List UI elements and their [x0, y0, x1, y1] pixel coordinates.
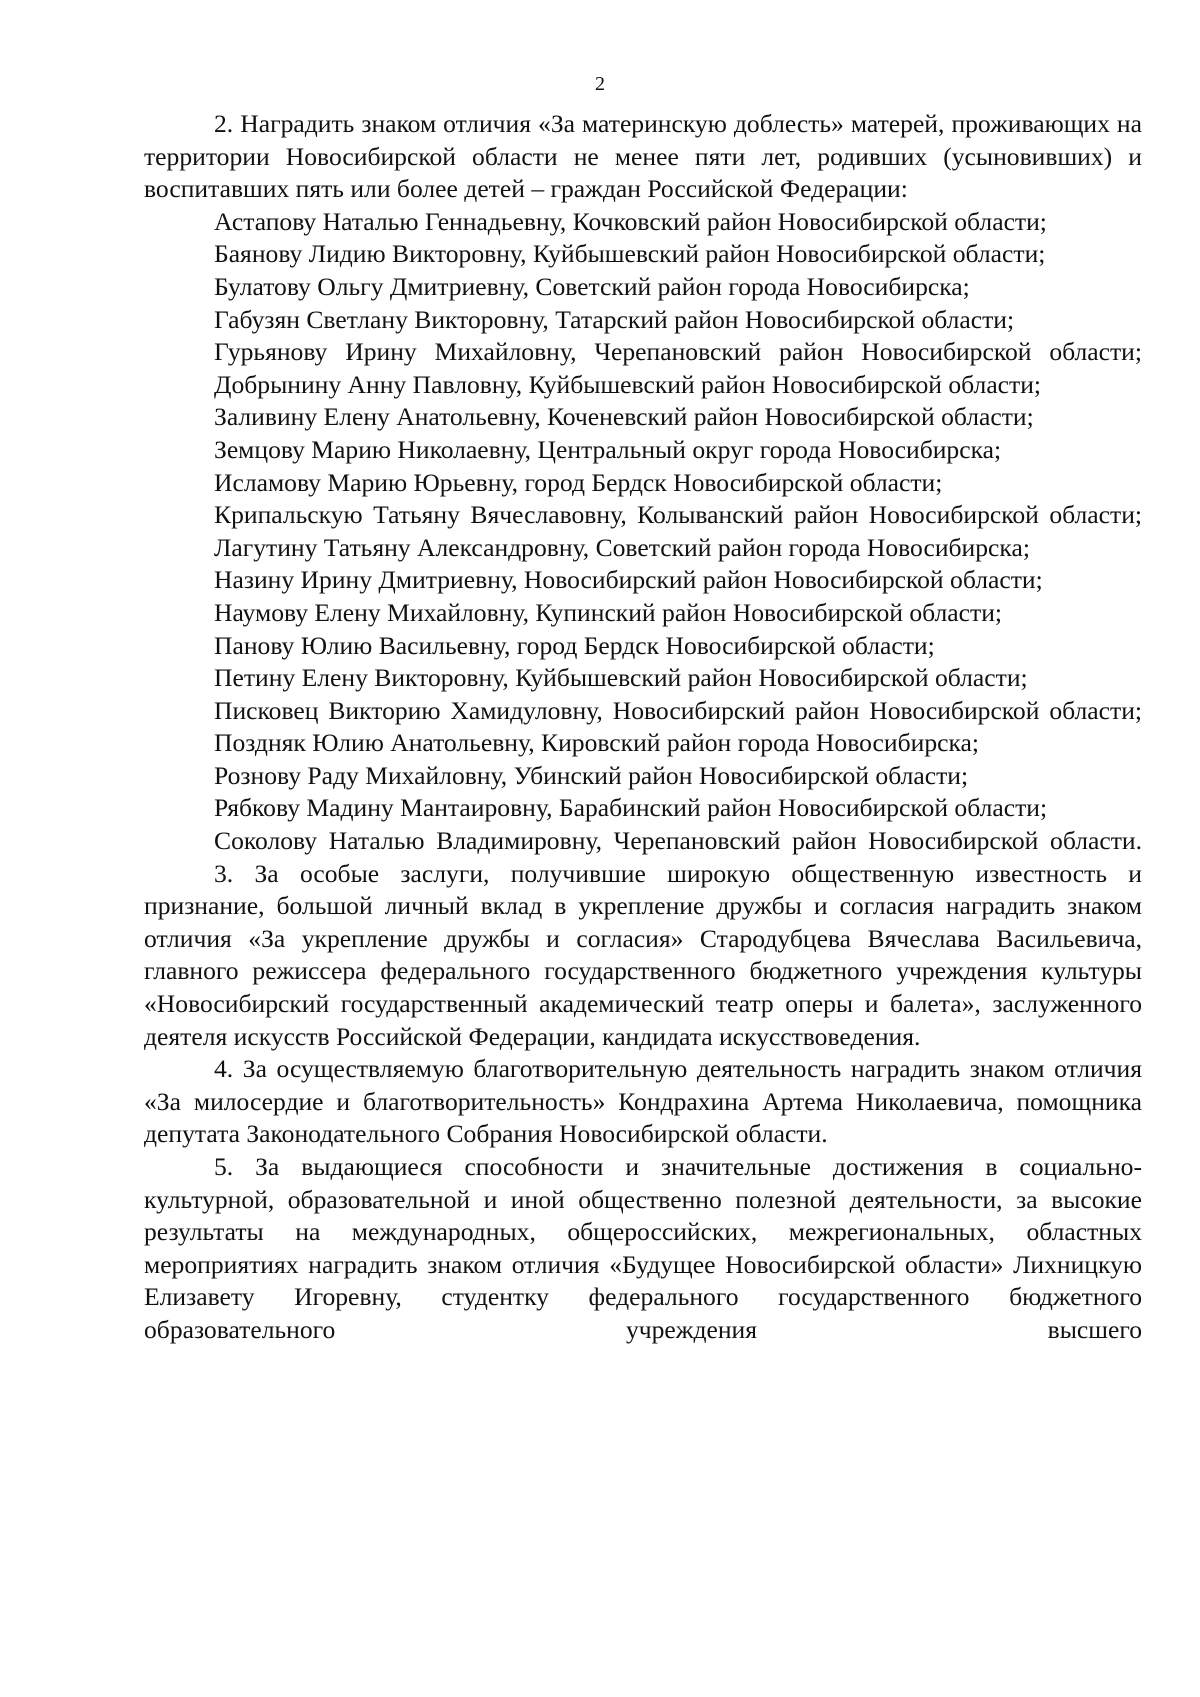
- paragraph-item-3: 3. За особые заслуги, получившие широкую общественную известность и признание, большой личный вклад в укрепление дружбы и согласия наградить знаком отличия «За укрепление дружбы и согласия» Стародубцева Вячеслава Васильевича, главного режиссера федерального государственного бюджетного учреждения культуры «Новосибирский государственный академический театр оперы и балета», заслуженного деятеля искусств Российской Федерации, кандидата искусствоведения.: [144, 858, 1142, 1051]
- list-item: Гурьянову Ирину Михайловну, Черепановский район Новосибирской области;: [214, 337, 1142, 367]
- paragraph-item-5: 5. За выдающиеся способности и значительные достижения в социально-культурной, образовательной и иной общественно полезной деятельности, за высокие результаты на международных, общероссийских, межрегиональных, областных мероприятиях наградить знаком отличия «Будущее Новосибирской области» Лихницкую Елизавету Игоревну, студентку федерального государственного бюджетного образовательного учреждения высшего: [144, 1152, 1142, 1344]
- list-item: Заливину Елену Анатольевну, Коченевский район Новосибирской области;: [214, 402, 1034, 432]
- paragraph-item-4: 4. За осуществляемую благотворительную деятельность наградить знаком отличия «За милосердие и благотворительность» Кондрахина Артема Николаевича, помощника депутата Законодательного Собрания Новосибирской области.: [144, 1054, 1142, 1149]
- document-body: [144, 108, 1142, 1347]
- list-item: Панову Юлию Васильевну, город Бердск Новосибирской области;: [214, 630, 935, 660]
- list-item: Наумову Елену Михайловну, Купинский район Новосибирской области;: [214, 597, 1003, 627]
- list-item: Петину Елену Викторовну, Куйбышевский район Новосибирской области;: [214, 663, 1028, 693]
- list-item: Соколову Наталью Владимировну, Черепановский район Новосибирской области.: [214, 826, 1142, 856]
- page-number: 2: [595, 73, 605, 95]
- paragraph-item-2: 2. Наградить знаком отличия «За материнскую доблесть» матерей, проживающих на территории Новосибирской области не менее пяти лет, родивших (усыновивших) и воспитавших пять или более детей – граждан Российской Федерации:: [144, 109, 1142, 204]
- list-item: Габузян Светлану Викторовну, Татарский район Новосибирской области;: [214, 304, 1015, 334]
- list-item: Назину Ирину Дмитриевну, Новосибирский район Новосибирской области;: [214, 565, 1043, 595]
- recipient-list: [144, 206, 1142, 858]
- list-item: Рябкову Мадину Мантаировну, Барабинский район Новосибирской области;: [214, 793, 1048, 823]
- list-item: Лагутину Татьяну Александровну, Советский район города Новосибирска;: [214, 532, 1030, 562]
- list-item: Земцову Марию Николаевну, Центральный округ города Новосибирска;: [214, 434, 1002, 464]
- list-item: Булатову Ольгу Дмитриевну, Советский район города Новосибирска;: [214, 271, 970, 301]
- list-item: Крипальскую Татьяну Вячеславовну, Колыванский район Новосибирской области;: [214, 500, 1142, 530]
- list-item: Исламову Марию Юрьевну, город Бердск Новосибирской области;: [214, 467, 943, 497]
- list-item: Поздняк Юлию Анатольевну, Кировский район города Новосибирска;: [214, 728, 979, 758]
- list-item: Астапову Наталью Геннадьевну, Кочковский район Новосибирской области;: [214, 206, 1047, 236]
- list-item: Добрынину Анну Павловну, Куйбышевский район Новосибирской области;: [214, 369, 1042, 399]
- list-item: Писковец Викторию Хамидуловну, Новосибирский район Новосибирской области;: [214, 695, 1142, 725]
- list-item: Баянову Лидию Викторовну, Куйбышевский район Новосибирской области;: [214, 239, 1046, 269]
- list-item: Рознову Раду Михайловну, Убинский район Новосибирской области;: [214, 760, 969, 790]
